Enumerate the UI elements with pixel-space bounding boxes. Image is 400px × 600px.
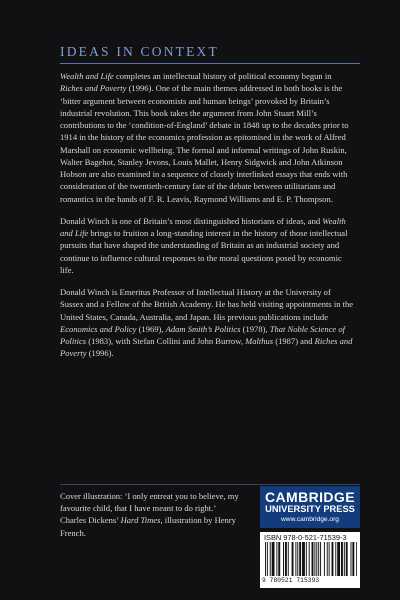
barcode-bar: [309, 542, 310, 576]
barcode-bar: [278, 542, 280, 576]
series-divider: [60, 63, 360, 64]
isbn: ISBN 978-0-521-71539-3: [264, 533, 347, 542]
barcode-bar: [295, 542, 296, 576]
barcode-bar: [337, 542, 340, 576]
barcode-bar: [346, 542, 348, 576]
barcode-bar: [276, 542, 277, 576]
top-band: [0, 0, 400, 36]
barcode-bar: [267, 542, 268, 576]
barcode-bar: [285, 542, 287, 576]
bottom-divider: [60, 484, 360, 485]
barcode-bar: [302, 542, 305, 576]
barcode-bar: [318, 542, 319, 576]
publisher-logo: [260, 486, 360, 528]
barcode-bar: [288, 542, 289, 576]
barcode-bar: [299, 542, 301, 576]
blurb-paragraph-2: Donald Winch is one of Britain’s most distinguished historians of ideas, and Wealth and Life brings to fruition a long-standing interest in the history of those intellectual pursuits that have shaped the understanding of Britain as an industrial society and continue to influence cultural responses to the moral questions posed by economic life.: [60, 215, 348, 275]
barcode-bar: [283, 542, 284, 576]
publisher-url: www.cambridge.org: [281, 516, 339, 523]
publisher-subtitle: UNIVERSITY PRESS: [265, 504, 355, 514]
blurb-paragraph-1: Wealth and Life completes an intellectual history of political economy begun in Riches and Poverty (1996). One of the main themes addressed in both books is the ‘bitter argument between economists and human beings’ provoked by Britain’s industrial revolution. This book takes the argument from John Stuart Mill’s contributions to the ‘condition-of-England’ debate in 1848 up to the decades prior to 1914 in the history of the economics profession as epitomised in the work of Alfred Marshall on economic wellbeing. The formal and informal writings of John Ruskin, Walter Bagehot, Stanley Jevons, Louis Mallet, Henry Sidgwick and John Atkinson Hobson are also examined in a sequence of closely interlinked essays that ends with consideration of the twentieth-century fate of the debate between utilitarians and romantics in the hands of F. R. Leavis, Raymond Williams and E. P. Thompson.: [60, 71, 349, 204]
barcode-bar: [327, 542, 328, 576]
barcode-bar: [270, 542, 271, 576]
barcode-bar: [352, 542, 354, 576]
barcode-bar: [341, 542, 343, 576]
author-bio: Donald Winch is Emeritus Professor of Intellectual History at the University of Sussex and a Fellow of the British Academy. He has held visiting appointments in the United States, Canada, Australia, and Japan. His previous publications include Economics and Policy (1969), Adam Smith’s Politics (1978), That Noble Science of Politics (1983), with Stefan Collini and John Burrow, Malthus (1987) and Riches and Poverty (1996).: [60, 287, 354, 359]
publisher-name: CAMBRIDGE: [265, 489, 355, 505]
blurb: [60, 70, 354, 369]
barcode-bar: [272, 542, 275, 576]
barcode-bar: [335, 542, 336, 576]
barcode-bar: [329, 542, 330, 576]
cover-illustration-credit: Cover illustration: ‘I only entreat you to believe, my favourite child, that I have meant to do right.’ Charles Dickens’ Hard Times, illustration by Henry French.: [60, 491, 239, 538]
barcode-bar: [351, 542, 352, 576]
barcode-bar: [324, 542, 325, 576]
barcode-bar: [320, 542, 321, 576]
barcode-bar: [316, 542, 317, 576]
barcode-bar: [297, 542, 298, 576]
barcode-bar: [356, 542, 357, 576]
barcode-bar: [344, 542, 345, 576]
barcode: [263, 542, 357, 576]
barcode-bar: [314, 542, 315, 576]
barcode-bar: [312, 542, 314, 576]
barcode-bar: [265, 542, 266, 576]
barcode-bar: [306, 542, 307, 576]
barcode-number: 9 780521 715393: [262, 577, 320, 584]
barcode-bar: [332, 542, 334, 576]
barcode-bar: [292, 542, 294, 576]
series-title: IDEAS IN CONTEXT: [60, 44, 219, 59]
